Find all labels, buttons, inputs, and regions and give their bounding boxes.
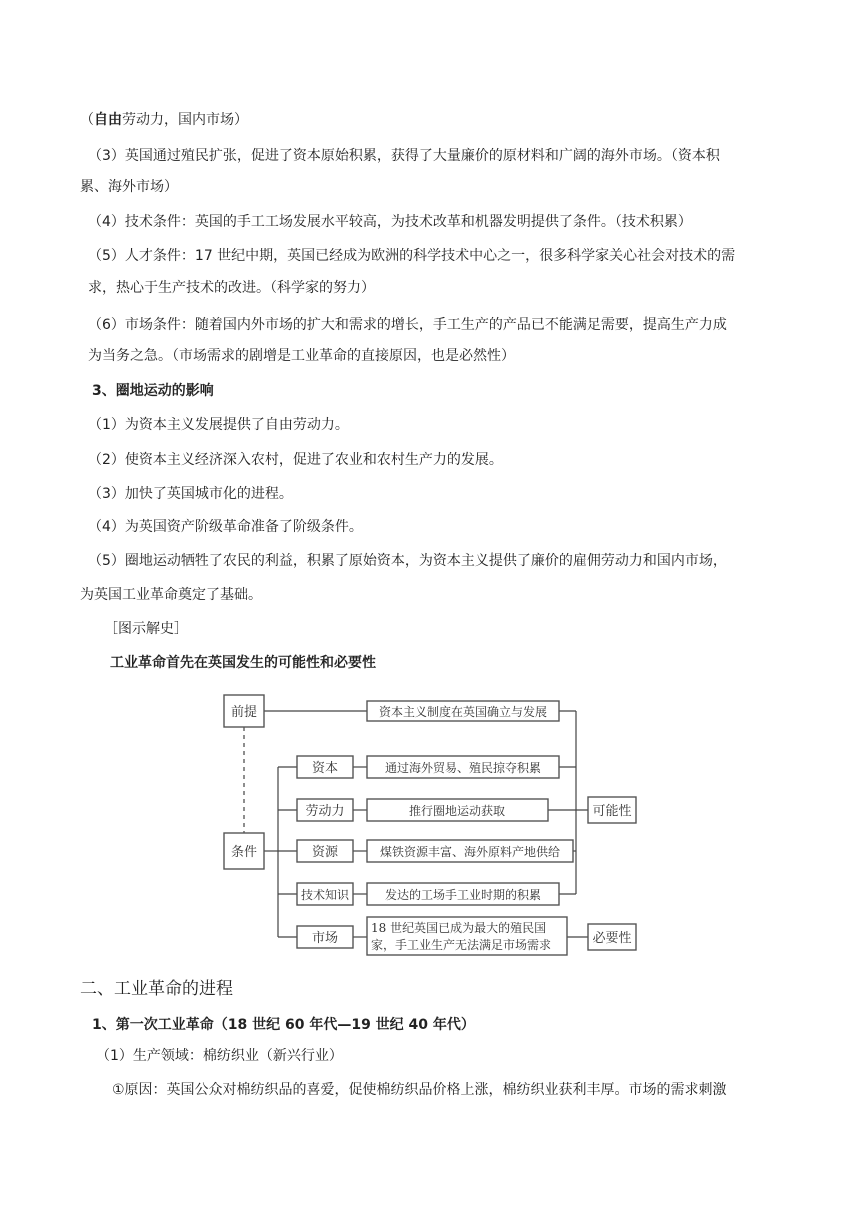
subsection-heading: 1、第一次工业革命（18 世纪 60 年代—19 世纪 40 年代） — [92, 1017, 475, 1033]
text-line-7: （6）市场条件：随着国内外市场的扩大和需求的增长，手工生产的产品已不能满足需要，提高生产力成 — [88, 317, 727, 333]
conditions-label: 条件 — [230, 845, 258, 860]
necessity-label: 必要性 — [592, 931, 632, 946]
labor-label: 劳动力 — [305, 804, 345, 819]
text-line-8: 为当务之急。（市场需求的剧增是工业革命的直接原因，也是必然性） — [88, 348, 515, 364]
text-line-10: （1）为资本主义发展提供了自由劳动力。 — [88, 417, 349, 433]
text-line-3: 累、海外市场） — [80, 179, 178, 195]
text-line-6: 求，热心于生产技术的改进。（科学家的努力） — [88, 280, 375, 296]
text-line-11: （2）使资本主义经济深入农村，促进了农业和农村生产力的发展。 — [88, 452, 503, 468]
possibility-label: 可能性 — [592, 804, 632, 819]
section-heading-3: 3、圈地运动的影响 — [92, 383, 214, 399]
text-line-5: （5）人才条件：17 世纪中期，英国已经成为欧洲的科学技术中心之一，很多科学家关心社会对技术的需 — [88, 248, 736, 264]
text-line-14: （5）圈地运动牺牲了农民的利益，积累了原始资本，为资本主义提供了廉价的雇佣劳动力和国内市场， — [88, 553, 727, 569]
figure-tag: ［图示解史］ — [104, 621, 188, 637]
text-fragment: （ — [80, 112, 94, 128]
labor-text: 推行圈地运动获取 — [408, 804, 506, 818]
text-line-4: （4）技术条件：英国的手工工场发展水平较高，为技术改革和机器发明提供了条件。（技术积累） — [88, 214, 692, 230]
text-line-13: （4）为英国资产阶级革命准备了阶级条件。 — [88, 519, 363, 535]
figure-title: 工业革命首先在英国发生的可能性和必要性 — [110, 655, 376, 671]
premise-text: 资本主义制度在英国确立与发展 — [378, 705, 548, 719]
capital-text: 通过海外贸易、殖民掠夺积累 — [384, 761, 542, 775]
section-heading-2: 二、工业革命的进程 — [80, 979, 233, 999]
text-line-12: （3）加快了英国城市化的进程。 — [88, 486, 293, 502]
text-line-15: 为英国工业革命奠定了基础。 — [80, 587, 262, 603]
text-fragment: 劳动力，国内市场） — [122, 112, 248, 128]
capital-label: 资本 — [311, 761, 339, 776]
text-line-2: （3）英国通过殖民扩张，促进了资本原始积累，获得了大量廉价的原材料和广阔的海外市场。（资本积 — [88, 148, 720, 164]
premise-label: 前提 — [230, 705, 258, 720]
market-text-line-2: 家，手工业生产无法满足市场需求 — [371, 938, 552, 952]
text-line-21: ①原因：英国公众对棉纺织品的喜爱，促使棉纺织品价格上涨，棉纺织业获利丰厚。市场的需求刺激 — [112, 1082, 727, 1098]
tech-label: 技术知识 — [300, 888, 350, 902]
bold-fragment: 自由 — [94, 112, 122, 128]
market-text-line-1: 18 世纪英国已成为最大的殖民国 — [371, 921, 547, 935]
resources-text: 煤铁资源丰富、海外原料产地供给 — [379, 845, 561, 859]
market-label: 市场 — [311, 931, 339, 946]
resources-label: 资源 — [311, 845, 339, 860]
text-line-20: （1）生产领域：棉纺织业（新兴行业） — [96, 1048, 343, 1064]
tech-text: 发达的工场手工业时期的积累 — [384, 888, 542, 902]
